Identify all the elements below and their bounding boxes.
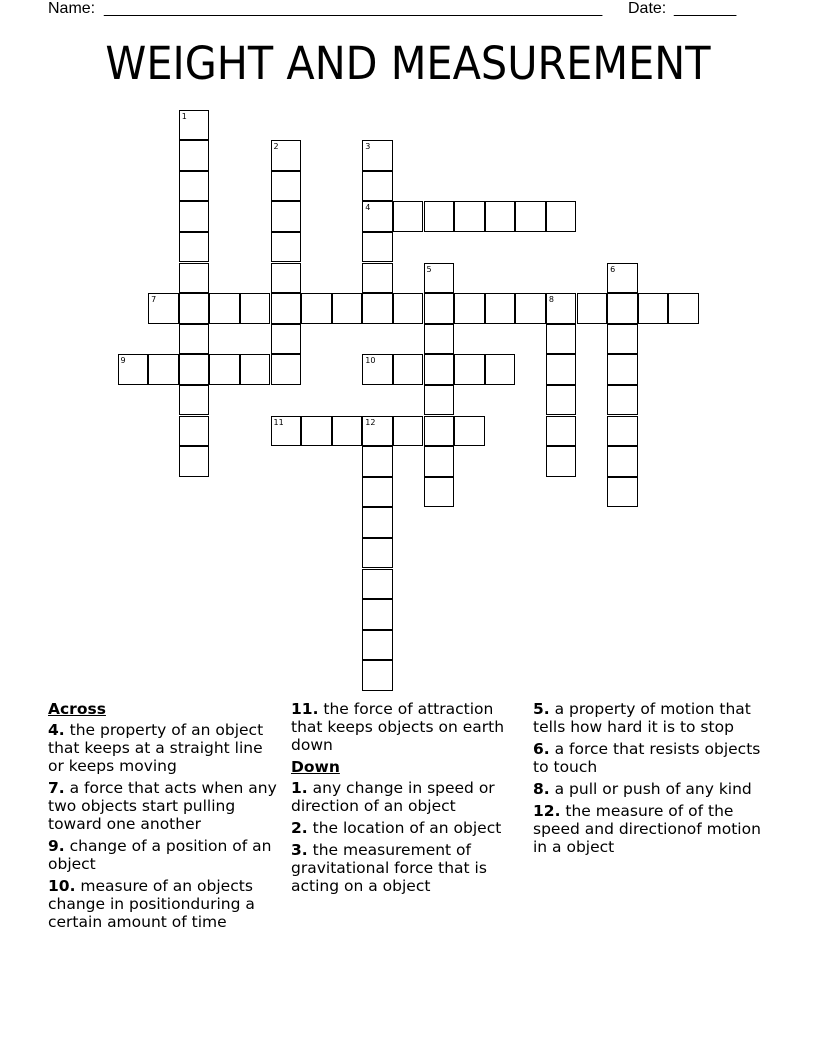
clue-across-9: 9. change of a position of an object: [48, 837, 272, 873]
crossword-cell[interactable]: [179, 446, 210, 477]
clue-down-1: 1. any change in speed or direction of an object: [291, 779, 495, 815]
crossword-cell[interactable]: [362, 201, 393, 232]
crossword-cell[interactable]: [393, 354, 424, 385]
crossword-cell[interactable]: [271, 293, 302, 324]
crossword-cell[interactable]: [209, 354, 240, 385]
crossword-cell[interactable]: [668, 293, 699, 324]
clue-across-11: 11. the force of attraction that keeps objects on earth down: [291, 700, 505, 754]
clue-number: 2: [273, 142, 279, 152]
clue-column-1: [48, 700, 283, 935]
clue-across-10: 10. measure of an objects change in positionduring a certain amount of time: [48, 877, 255, 931]
clue-across-4: 4. the property of an object that keeps at a straight line or keeps moving: [48, 721, 264, 775]
crossword-cell[interactable]: [362, 507, 393, 538]
clue-down-12: 12. the measure of of the speed and directionof motion in a object: [533, 802, 761, 856]
crossword-cell[interactable]: [271, 416, 302, 447]
crossword-cell[interactable]: [271, 201, 302, 232]
crossword-cell[interactable]: [424, 354, 455, 385]
crossword-cell[interactable]: [179, 416, 210, 447]
crossword-cell[interactable]: [546, 324, 577, 355]
page-title: WEIGHT AND MEASUREMENT: [105, 37, 711, 90]
crossword-cell[interactable]: [424, 293, 455, 324]
crossword-cell[interactable]: [607, 354, 638, 385]
crossword-cell[interactable]: [607, 477, 638, 508]
crossword-cell[interactable]: [179, 140, 210, 171]
crossword-cell[interactable]: [362, 293, 393, 324]
clue-number: 6: [610, 264, 616, 274]
crossword-cell[interactable]: [607, 293, 638, 324]
crossword-cell[interactable]: [424, 385, 455, 416]
clue-down-5: 5. a property of motion that tells how hard it is to stop: [533, 700, 751, 736]
crossword-cell[interactable]: [362, 538, 393, 569]
crossword-cell[interactable]: [607, 416, 638, 447]
crossword-cell[interactable]: [607, 385, 638, 416]
crossword-cell[interactable]: [362, 416, 393, 447]
crossword-cell[interactable]: [301, 293, 332, 324]
clue-number: 1: [181, 111, 187, 121]
crossword-cell[interactable]: [240, 354, 271, 385]
crossword-cell[interactable]: [362, 630, 393, 661]
crossword-cell[interactable]: [271, 232, 302, 263]
crossword-cell[interactable]: [271, 140, 302, 171]
crossword-cell[interactable]: [148, 293, 179, 324]
crossword-cell[interactable]: [546, 293, 577, 324]
crossword-cell[interactable]: [362, 171, 393, 202]
crossword-cell[interactable]: [179, 263, 210, 294]
crossword-cell[interactable]: [546, 201, 577, 232]
crossword-cell[interactable]: [393, 416, 424, 447]
crossword-cell[interactable]: [454, 354, 485, 385]
crossword-cell[interactable]: [301, 416, 332, 447]
clue-number: 12: [365, 417, 376, 427]
crossword-cell[interactable]: [607, 324, 638, 355]
crossword-cell[interactable]: [607, 446, 638, 477]
crossword-cell[interactable]: [271, 263, 302, 294]
crossword-cell[interactable]: [271, 171, 302, 202]
crossword-cell[interactable]: [362, 232, 393, 263]
clue-down-8: 8. a pull or push of any kind: [533, 780, 752, 798]
down-heading: Down: [291, 758, 340, 776]
crossword-cell[interactable]: [271, 324, 302, 355]
crossword-cell[interactable]: [485, 354, 516, 385]
crossword-cell[interactable]: [546, 385, 577, 416]
date-label: Date:: [628, 0, 667, 17]
crossword-cell[interactable]: [515, 201, 546, 232]
crossword-cell[interactable]: [546, 354, 577, 385]
date-line[interactable]: _______: [674, 0, 737, 17]
crossword-cell[interactable]: [424, 416, 455, 447]
crossword-cell[interactable]: [118, 354, 149, 385]
crossword-cell[interactable]: [393, 293, 424, 324]
clue-column-3: [533, 700, 768, 860]
crossword-cell[interactable]: [454, 293, 485, 324]
crossword-cell[interactable]: [424, 201, 455, 232]
clue-number: 3: [365, 142, 371, 152]
crossword-cell[interactable]: [362, 263, 393, 294]
clue-down-6: 6. a force that resists objects to touch: [533, 740, 761, 776]
name-line[interactable]: ________________________________________________________: [104, 0, 603, 17]
crossword-cell[interactable]: [179, 385, 210, 416]
crossword-cell[interactable]: [607, 263, 638, 294]
crossword-cell[interactable]: [179, 293, 210, 324]
clue-down-3: 3. the measurement of gravitational force that is acting on a object: [291, 841, 487, 895]
clue-column-2: [291, 700, 526, 899]
crossword-cell[interactable]: [148, 354, 179, 385]
clue-number: 4: [365, 203, 371, 213]
clue-number: 10: [365, 356, 376, 366]
crossword-cell[interactable]: [638, 293, 669, 324]
clue-across-7: 7. a force that acts when any two objects start pulling toward one another: [48, 779, 277, 833]
crossword-cell[interactable]: [393, 201, 424, 232]
clue-number: 5: [426, 264, 432, 274]
crossword-cell[interactable]: [424, 446, 455, 477]
crossword-cell[interactable]: [424, 477, 455, 508]
crossword-cell[interactable]: [362, 477, 393, 508]
clue-number: 9: [120, 356, 126, 366]
crossword-cell[interactable]: [332, 416, 363, 447]
crossword-cell[interactable]: [240, 293, 271, 324]
crossword-cell[interactable]: [179, 201, 210, 232]
clue-number: 7: [151, 295, 157, 305]
crossword-cell[interactable]: [332, 293, 363, 324]
crossword-cell[interactable]: [179, 354, 210, 385]
name-label: Name:: [48, 0, 96, 17]
crossword-cell[interactable]: [362, 354, 393, 385]
clue-number: 8: [548, 295, 554, 305]
crossword-cell[interactable]: [362, 599, 393, 630]
crossword-cell[interactable]: [362, 660, 393, 691]
crossword-cell[interactable]: [179, 232, 210, 263]
crossword-cell[interactable]: [179, 110, 210, 141]
crossword-cell[interactable]: [424, 324, 455, 355]
crossword-cell[interactable]: [179, 324, 210, 355]
clue-number: 11: [273, 417, 284, 427]
crossword-cell[interactable]: [577, 293, 608, 324]
crossword-cell[interactable]: [515, 293, 546, 324]
crossword-cell[interactable]: [362, 569, 393, 600]
crossword-cell[interactable]: [546, 446, 577, 477]
crossword-cell[interactable]: [454, 201, 485, 232]
crossword-cell[interactable]: [424, 263, 455, 294]
crossword-cell[interactable]: [362, 140, 393, 171]
across-heading: Across: [48, 700, 106, 718]
crossword-cell[interactable]: [485, 201, 516, 232]
crossword-cell[interactable]: [546, 416, 577, 447]
crossword-cell[interactable]: [454, 416, 485, 447]
crossword-cell[interactable]: [362, 446, 393, 477]
clue-down-2: 2. the location of an object: [291, 819, 502, 837]
crossword-cell[interactable]: [209, 293, 240, 324]
crossword-cell[interactable]: [485, 293, 516, 324]
crossword-cell[interactable]: [179, 171, 210, 202]
crossword-cell[interactable]: [271, 354, 302, 385]
